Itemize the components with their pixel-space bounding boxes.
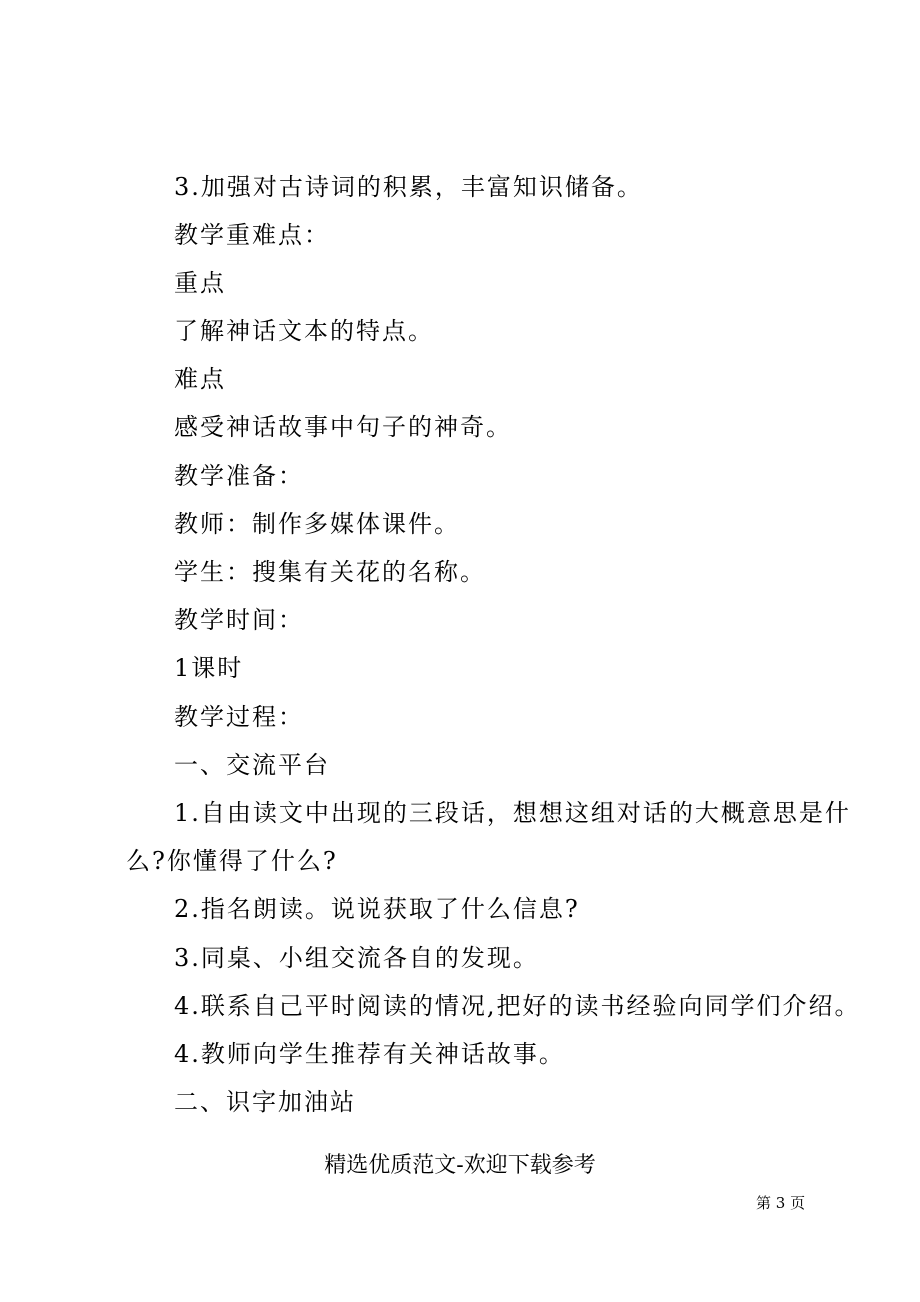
page-number: 第 3 页	[756, 1194, 806, 1212]
difficult-point-text: 感受神话故事中句子的神奇。	[174, 413, 512, 441]
step-4a: 4.联系自己平时阅读的情况,把好的读书经验向同学们介绍。	[174, 992, 861, 1020]
footer-note: 精选优质范文-欢迎下载参考	[324, 1153, 596, 1178]
section-heading-preparation: 教学准备：	[174, 462, 304, 490]
key-point-text: 了解神话文本的特点。	[174, 317, 434, 345]
teacher-preparation: 教师：制作多媒体课件。	[174, 510, 460, 538]
objective-line: 3.加强对古诗词的积累，丰富知识储备。	[174, 173, 643, 201]
step-4b: 4.教师向学生推荐有关神话故事。	[174, 1040, 565, 1068]
subheading-key: 重点	[174, 269, 226, 297]
section-heading-time: 教学时间：	[174, 606, 304, 634]
time-text: 1课时	[174, 654, 244, 682]
step-2: 2.指名朗读。说说获取了什么信息?	[174, 895, 580, 923]
part-one-heading: 一、交流平台	[174, 751, 330, 779]
step-3: 3.同桌、小组交流各自的发现。	[174, 944, 539, 972]
part-two-heading: 二、识字加油站	[174, 1088, 356, 1116]
step-1-line-2: 么?你懂得了什么?	[126, 847, 338, 875]
section-heading-key-points: 教学重难点：	[174, 221, 330, 249]
student-preparation: 学生：搜集有关花的名称。	[174, 558, 486, 586]
section-heading-process: 教学过程：	[174, 703, 304, 731]
subheading-difficult: 难点	[174, 365, 226, 393]
step-1-line-1: 1.自由读文中出现的三段话，想想这组对话的大概意思是什	[174, 799, 851, 827]
